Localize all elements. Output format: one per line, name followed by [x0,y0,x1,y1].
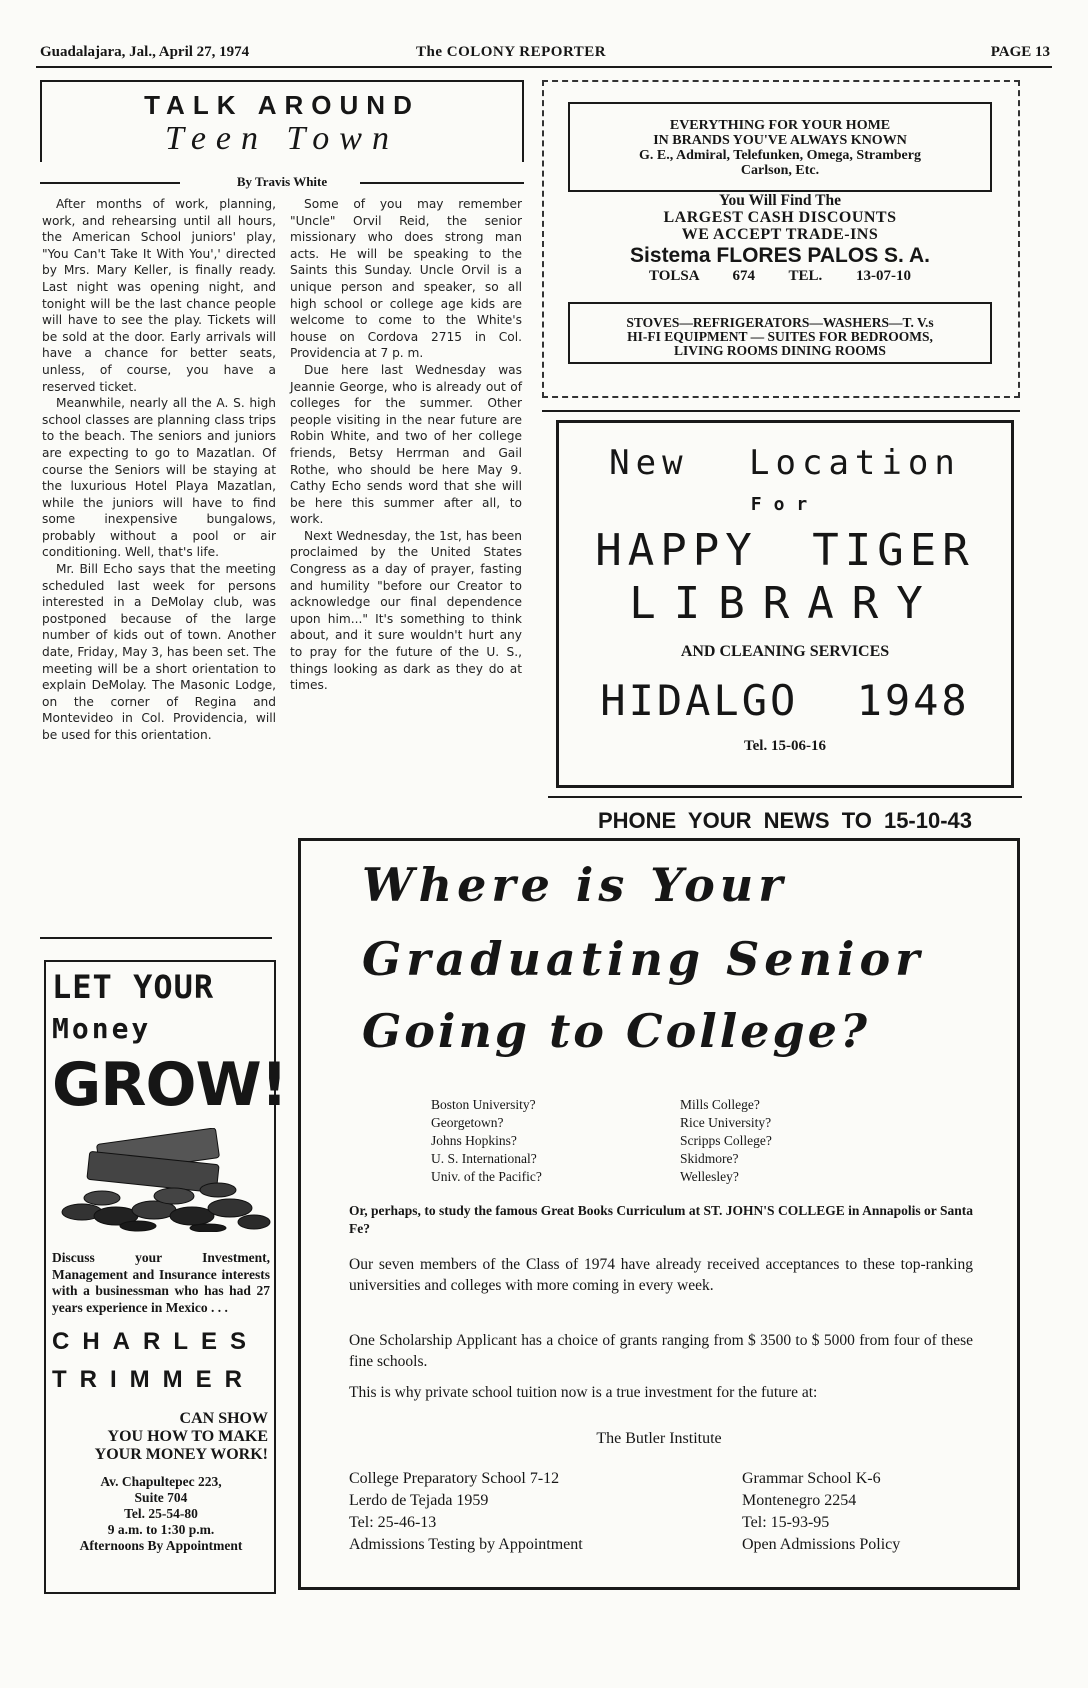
butler-grammar-school-info [742,1468,900,1556]
butler-info-line: Lerdo de Tejada 1959 [349,1492,489,1509]
article-paragraph: After months of work, planning, work, and rehearsing until all hours, the American School juniors' play, "You Can't Take It With You',' directed by Mrs. Mary Keller, is finally ready. Last night was opening night, and tonight will be the last chance people will have to see the play. Tickets will be sold at the door. Early arrivals will have a chance for better seats, unless, of course, you have a reserved ticket. [42,197,276,394]
money-ad-address [52,1474,270,1554]
college-list-right [680,1096,772,1186]
article-paragraph: Next Wednesday, the 1st, has been proclaimed by the United States Congress as a day of prayer, fasting and humility "before our Creator to acknowledge our final dependence upon him..." It's something to think about, and it sure wouldn't hurt any to pray for the future of the U. S., things looking as dark as they do at times. [290,528,522,693]
butler-ad-headline-3: Going to College? [362,1004,870,1058]
page-number: PAGE 13 [990,44,1050,60]
header-rule [36,66,1052,68]
butler-info-line: Tel: 15-93-95 [742,1514,830,1531]
butler-ad-paragraph: This is why private school tuition now is a true investment for the future at: [349,1384,818,1401]
article-end-rule [40,937,272,939]
butler-info-line: Grammar School K-6 [742,1470,881,1487]
article-paragraph: Meanwhile, nearly all the A. S. high school classes are planning class trips to the beach. The seniors and juniors are expecting to go to Mazatlan. Of course the Seniors will be staying at the luxurious Hotel Playa Mazatlan, while the juniors will have to find some inexpensive bungalows, probably without a pool or air conditioning. Well, that's life. [42,396,276,560]
butler-info-line: Montenegro 2254 [742,1492,857,1509]
home-ad-line: STOVES—REFRIGERATORS—WASHERS—T. V.s [626,315,934,330]
home-ad-products-box [568,302,992,364]
home-ad-largest: LARGEST CASH DISCOUNTS [663,209,897,226]
money-ad-address-line: Av. Chapultepec 223, [100,1474,222,1489]
butler-ad-paragraph: Or, perhaps, to study the famous Great Books Curriculum at ST. JOHN'S COLLEGE in Annapolis or Santa Fe? [349,1203,973,1236]
college-list-item: Boston University? [431,1097,536,1112]
tiger-ad-new-location: New Location [609,443,961,483]
article-column-left [42,196,276,744]
home-ad-line: Carlson, Etc. [740,163,820,178]
college-list-item: Wellesley? [680,1169,739,1184]
article-column-right [290,196,522,694]
home-ad-brands-box [568,102,992,192]
page-header-dateline: Guadalajara, Jal., April 27, 1974 [40,44,250,60]
college-list-item: U. S. International? [431,1151,537,1166]
butler-institute-name: The Butler Institute [596,1430,722,1447]
tiger-ad-tel: Tel. 15-06-16 [744,738,826,754]
butler-info-line: Open Admissions Policy [742,1536,901,1553]
butler-ad-headline-2: Graduating Senior [362,932,925,986]
home-ad-contact [568,268,992,285]
tiger-ad-library: LIBRARY [629,578,941,629]
money-ad-last-name: TRIMMER [52,1366,255,1393]
money-ad-money: Money [52,1012,152,1045]
money-ad-address-line: Tel. 25-54-80 [124,1506,198,1521]
butler-ad-paragraph: One Scholarship Applicant has a choice of grants ranging from $ 3500 to $ 5000 from four of these fine schools. [349,1332,973,1370]
money-ad-slogan-line: YOU HOW TO MAKE [107,1428,268,1445]
butler-info-line: Admissions Testing by Appointment [349,1536,583,1553]
article-paragraph: Some of you may remember "Uncle" Orvil Reid, the senior missionary who does strong man acts. He will be speaking to the Saints this Sunday. Uncle Orvil is a unique person and speaker, so all high school or college age kids are welcome to come to the White's house on Cordova 2715 in Col. Providencia at 7 p. m. [290,197,522,361]
home-ad-discounts [568,192,992,285]
byline: By Travis White [236,174,328,189]
money-ad-slogan [52,1410,268,1464]
column-title-script: Teen Town [165,120,399,157]
money-ad-address-line: Suite 704 [134,1490,188,1505]
butler-ad-paragraph: Our seven members of the Class of 1974 have already received acceptances to these top-ranking universities and colleges with more coming in every week. [349,1256,973,1294]
home-ad-line: G. E., Admiral, Telefunken, Omega, Stramberg [639,148,921,163]
article-paragraph: Due here last Wednesday was Jeannie George, who is already out of colleges for the summer. Other people visiting in the near future are Robin White, and two of her college friends, Betsy Herrman and Gail Rothe, who should be here May 9. Cathy Echo sends word that she will be here this summer after all, to work. [290,362,522,527]
money-ad-address-line: 9 a.m. to 1:30 p.m. [107,1522,215,1537]
column-title: TALK AROUND [144,90,420,120]
home-ad-find: You Will Find The [719,192,841,209]
tiger-ad-services: AND CLEANING SERVICES [680,643,890,660]
tiger-ad-address: HIDALGO 1948 [600,676,970,725]
home-ad-trade: WE ACCEPT TRADE-INS [681,226,879,243]
home-ad-line: EVERYTHING FOR YOUR HOME [669,118,891,133]
home-ad-line: HI-FI EQUIPMENT — SUITES FOR BEDROOMS, [627,329,933,344]
home-ad-address: TOLSA 674 [648,268,755,284]
money-ad-headline: LET YOUR [52,968,215,1006]
butler-info-line: College Preparatory School 7-12 [349,1470,560,1487]
home-ad-line: IN BRANDS YOU'VE ALWAYS KNOWN [653,133,907,148]
money-ad-first-name: CHARLES [52,1328,260,1355]
butler-ad-headline-1: Where is Your [362,858,788,912]
phone-news-banner: PHONE YOUR NEWS TO 15-10-43 [597,808,973,833]
newspaper-masthead: The COLONY REPORTER [416,44,607,60]
college-list-item: Mills College? [680,1097,760,1112]
college-list-item: Univ. of the Pacific? [431,1169,542,1184]
money-ad-grow: GROW! [52,1050,287,1120]
home-ad-line: LIVING ROOMS DINING ROOMS [674,343,886,358]
money-ad-slogan-line: YOUR MONEY WORK! [94,1446,268,1463]
butler-prep-school-info [349,1468,583,1556]
college-list-item: Skidmore? [680,1151,739,1166]
tiger-ad-name: HAPPY TIGER [595,525,975,576]
money-ad-body: Discuss your Investment, Management and Insurance interests with a businessman who has had 27 years experience in Mexico . . . [52,1250,270,1315]
money-ad-address-line: Afternoons By Appointment [79,1538,243,1553]
home-ad-tel: TEL. 13-07-10 [788,268,911,284]
college-list-item: Georgetown? [431,1115,504,1130]
article-paragraph: Mr. Bill Echo says that the meeting scheduled last week for persons interested in a DeMolay club, was postponed because of the large number of kids out of town. Another date, Friday, May 3, has been set. The meeting will be a short orientation to explain DeMolay. The Masonic Lodge, on the corner of Regina and Montevideo in Col. Providencia, will be used for this orientation. [42,562,276,742]
section-rule [542,410,1020,412]
butler-info-line: Tel: 25-46-13 [349,1514,437,1531]
section-rule [548,796,1022,798]
tiger-ad-for: For [750,494,820,515]
college-list-item: Scripps College? [680,1133,772,1148]
college-list-item: Johns Hopkins? [431,1133,517,1148]
college-list-item: Rice University? [680,1115,772,1130]
home-ad-company: Sistema FLORES PALOS S. A. [630,244,930,267]
money-ad-slogan-line: CAN SHOW [179,1410,268,1427]
money-coins-illustration [58,1128,272,1232]
college-list-left [431,1096,542,1186]
